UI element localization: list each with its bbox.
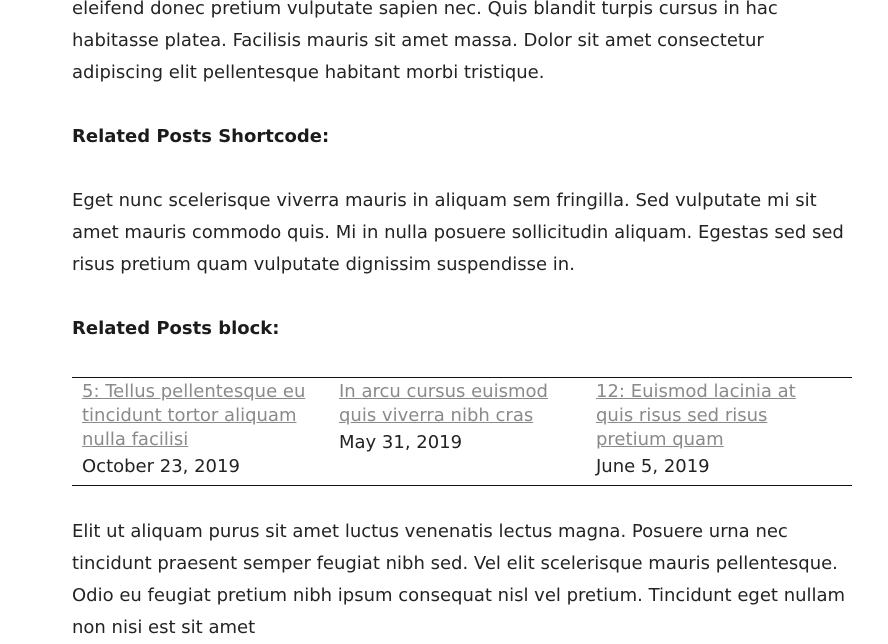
- related-posts-block: [72, 377, 852, 486]
- paragraph-3: Elit ut aliquam purus sit amet luctus venenatis lectus magna. Posuere urna nec tincidunt praesent semper feugiat nibh sed. Vel elit scelerisque mauris pellentesque. Odio eu feugiat pretium nibh ipsum consequat nisl vel pretium. Tincidunt eget nullam non nisi est sit amet: [72, 521, 846, 638]
- related-post-item: [72, 380, 329, 481]
- paragraph-1: eleifend donec pretium vulputate sapien nec. Quis blandit turpis cursus in hac habitasse platea. Facilisis mauris sit amet massa. Dolor sit amet consectetur adipiscing elit pellentesque habitant morbi tristique.: [72, 0, 778, 83]
- related-post-link[interactable]: 5: Tellus pellentesque eu tincidunt tortor aliquam nulla facilisi: [82, 381, 306, 450]
- related-post-link[interactable]: 12: Euismod lacinia at quis risus sed risus pretium quam: [596, 381, 796, 450]
- related-post-date: June 5, 2019: [596, 456, 710, 477]
- related-post-date: October 23, 2019: [82, 456, 240, 477]
- related-post-link[interactable]: In arcu cursus euismod quis viverra nibh cras: [339, 381, 548, 426]
- related-post-item: [586, 380, 843, 481]
- paragraph-2: Eget nunc scelerisque viverra mauris in aliquam sem fringilla. Sed vulputate mi sit amet mauris commodo quis. Mi in nulla posuere sollicitudin aliquam. Egestas sed sed risus pretium quam vulputate dignissim suspendisse in.: [72, 190, 844, 275]
- related-post-date: May 31, 2019: [339, 432, 463, 453]
- related-posts-shortcode-heading: Related Posts Shortcode:: [72, 126, 330, 147]
- related-posts-block-heading: Related Posts block:: [72, 318, 280, 339]
- related-post-item: [329, 380, 586, 481]
- article-content: [72, 0, 852, 644]
